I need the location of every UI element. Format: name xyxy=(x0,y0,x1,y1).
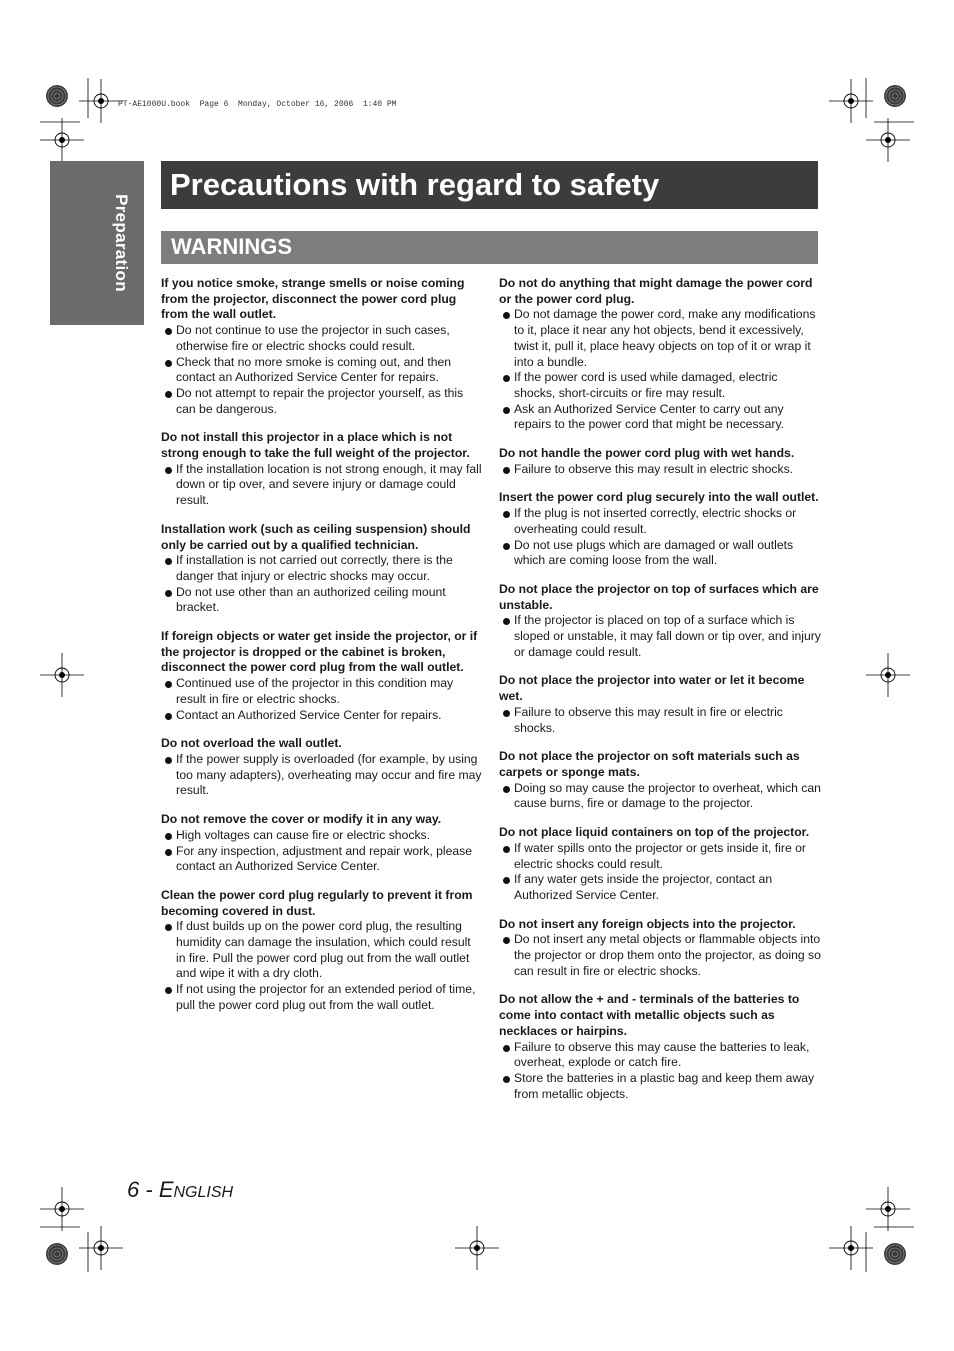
warning-heading: If foreign objects or water get inside the projector, or if the projector is dropped or the cabinet is broken, disconnect the power cord plug from the wall outlet. xyxy=(161,629,478,675)
warning-bullet: For any inspection, adjustment and repair work, please contact an Authorized Service Center. xyxy=(161,844,483,875)
warning-heading: Do not place liquid containers on top of the projector. xyxy=(499,825,810,840)
crosshair-mark xyxy=(885,672,891,678)
warning-bullet: If the installation location is not strong enough, it may fall down or tip over, and severe injury or damage could result. xyxy=(161,462,483,509)
warning-bullet: If water spills onto the projector or gets inside it, fire or electric shocks could result. xyxy=(499,841,821,872)
warning-bullet: Continued use of the projector in this condition may result in fire or electric shocks. xyxy=(161,676,483,707)
warning-block xyxy=(499,917,821,980)
page-title: Precautions with regard to safety xyxy=(170,167,660,202)
warning-block xyxy=(161,430,483,509)
left-column xyxy=(161,276,483,1027)
crosshair-mark xyxy=(848,98,854,104)
warning-bullet: Check that no more smoke is coming out, and then contact an Authorized Service Center for repairs. xyxy=(161,355,483,386)
warning-heading: Do not place the projector on soft materials such as carpets or sponge mats. xyxy=(499,749,800,779)
warning-heading: Do not insert any foreign objects into the projector. xyxy=(499,916,796,931)
crosshair-mark xyxy=(59,137,65,143)
warning-bullet: Failure to observe this may cause the batteries to leak, overheat, explode or catch fire. xyxy=(499,1040,821,1071)
warning-bullet-list xyxy=(499,932,821,979)
warning-heading: Installation work (such as ceiling suspension) should only be carried out by a qualified technician. xyxy=(161,521,471,552)
warning-bullet-list xyxy=(499,613,821,660)
warning-bullet: High voltages can cause fire or electric shocks. xyxy=(161,828,483,844)
warning-bullet: Contact an Authorized Service Center for repairs. xyxy=(161,708,483,724)
warning-heading: Do not place the projector into water or let it become wet. xyxy=(499,673,805,704)
warning-bullet: Doing so may cause the projector to overheat, which can cause burns, fire or damage to the projector. xyxy=(499,781,821,812)
warning-heading: Do not overload the wall outlet. xyxy=(161,736,342,751)
warning-bullet: Failure to observe this may result in fire or electric shocks. xyxy=(499,705,821,736)
warning-bullet: Do not use other than an authorized ceiling mount bracket. xyxy=(161,585,483,616)
warning-bullet-list xyxy=(161,919,483,1013)
warning-bullet: Failure to observe this may result in electric shocks. xyxy=(499,462,821,478)
warning-block xyxy=(161,276,483,417)
warning-block xyxy=(499,490,821,569)
warning-heading: Do not place the projector on top of surfaces which are unstable. xyxy=(499,581,819,612)
registration-target xyxy=(46,85,68,107)
right-column xyxy=(499,276,821,1115)
crosshair-mark xyxy=(474,1245,480,1251)
warning-bullet: Do not insert any metal objects or flammable objects into the projector or drop them onto the projector, as doing so can result in fire or electric shocks. xyxy=(499,932,821,979)
warning-bullet: Ask an Authorized Service Center to carry out any repairs to the power cord that might be necessary. xyxy=(499,402,821,433)
section-title: WARNINGS xyxy=(171,234,292,259)
warning-bullet-list xyxy=(161,462,483,509)
warning-block xyxy=(161,629,483,723)
print-file-header: PT-AE1000U.book Page 6 Monday, October 16, 2006 1:40 PM xyxy=(118,100,397,109)
warning-bullet-list xyxy=(161,828,483,875)
warning-bullet-list xyxy=(161,752,483,799)
warning-heading: Insert the power cord plug securely into the wall outlet. xyxy=(499,490,819,505)
warning-bullet: If installation is not carried out correctly, there is the danger that injury or electric shocks may occur. xyxy=(161,553,483,584)
warning-bullet-list xyxy=(161,676,483,723)
warning-heading: If you notice smoke, strange smells or noise coming from the projector, disconnect the power cord plug from the wall outlet. xyxy=(161,276,465,322)
section-header-bar xyxy=(161,231,818,264)
warning-block xyxy=(499,992,821,1102)
registration-target xyxy=(884,1243,906,1265)
warning-block xyxy=(499,673,821,736)
warning-bullet: If the projector is placed on top of a surface which is sloped or unstable, it may fall down or tip over, and injury or damage could result. xyxy=(499,613,821,660)
side-tab-label: Preparation xyxy=(112,194,131,292)
footer-separator: - xyxy=(139,1177,159,1202)
warning-block xyxy=(499,446,821,477)
crosshair-mark xyxy=(848,1245,854,1251)
warning-heading: Clean the power cord plug regularly to prevent it from becoming covered in dust. xyxy=(161,887,473,918)
registration-target xyxy=(884,85,906,107)
warning-block xyxy=(161,736,483,799)
warning-bullet-list xyxy=(499,841,821,904)
warning-bullet-list xyxy=(499,506,821,569)
warning-bullet: If the plug is not inserted correctly, electric shocks or overheating could result. xyxy=(499,506,821,537)
registration-target xyxy=(46,1243,68,1265)
crosshair-mark xyxy=(885,1206,891,1212)
crosshair-mark xyxy=(59,1206,65,1212)
warning-bullet-list xyxy=(499,705,821,736)
warning-bullet-list xyxy=(499,1040,821,1103)
warning-bullet: If dust builds up on the power cord plug, the resulting humidity can damage the insulation, which could result in fire. Pull the power cord plug out from the wall outlet and wipe it with a dry cloth. xyxy=(161,919,483,982)
warning-bullet-list xyxy=(161,553,483,616)
crosshair-mark xyxy=(885,137,891,143)
warning-heading: Do not do anything that might damage the power cord or the power cord plug. xyxy=(499,276,813,306)
warning-bullet: Do not attempt to repair the projector yourself, as this can be dangerous. xyxy=(161,386,483,417)
warning-bullet: Do not use plugs which are damaged or wall outlets which are coming loose from the wall. xyxy=(499,538,821,569)
warning-bullet-list xyxy=(499,307,821,433)
page-title-bar xyxy=(161,161,818,209)
warning-block xyxy=(161,522,483,616)
warning-heading: Do not install this projector in a place which is not strong enough to take the full weight of the projector. xyxy=(161,430,470,461)
warning-bullet-list xyxy=(499,781,821,812)
crosshair-mark xyxy=(59,672,65,678)
warning-bullet: If any water gets inside the projector, contact an Authorized Service Center. xyxy=(499,872,821,903)
warning-heading: Do not handle the power cord plug with wet hands. xyxy=(499,446,795,461)
warning-block xyxy=(499,749,821,812)
footer-lang-initial: E xyxy=(158,1177,174,1202)
warning-block xyxy=(499,582,821,661)
warning-block xyxy=(161,888,483,1014)
warning-block xyxy=(499,825,821,904)
warning-bullet-list xyxy=(161,323,483,417)
page-number: 6 xyxy=(127,1177,140,1202)
crosshair-mark xyxy=(98,1245,104,1251)
warning-bullet-list xyxy=(499,462,821,478)
page-footer xyxy=(127,1177,233,1203)
crosshair-mark xyxy=(98,98,104,104)
warning-heading: Do not allow the + and - terminals of the batteries to come into contact with metallic objects such as necklaces or hairpins. xyxy=(499,992,800,1038)
warning-bullet: Do not continue to use the projector in such cases, otherwise fire or electric shocks could result. xyxy=(161,323,483,354)
warning-bullet: If the power supply is overloaded (for example, by using too many adapters), overheating may occur and fire may result. xyxy=(161,752,483,799)
footer-lang-rest: NGLISH xyxy=(173,1184,234,1201)
warning-heading: Do not remove the cover or modify it in any way. xyxy=(161,812,442,827)
warning-block xyxy=(499,276,821,433)
warning-block xyxy=(161,812,483,875)
warning-bullet: If the power cord is used while damaged, electric shocks, short-circuits or fire may result. xyxy=(499,370,821,401)
warning-bullet: If not using the projector for an extended period of time, pull the power cord plug out from the wall outlet. xyxy=(161,982,483,1013)
warning-bullet: Do not damage the power cord, make any modifications to it, place it near any hot objects, bend it excessively, twist it, pull it, place heavy objects on top of it or wrap it into a bundle. xyxy=(499,307,821,370)
warning-bullet: Store the batteries in a plastic bag and keep them away from metallic objects. xyxy=(499,1071,821,1102)
